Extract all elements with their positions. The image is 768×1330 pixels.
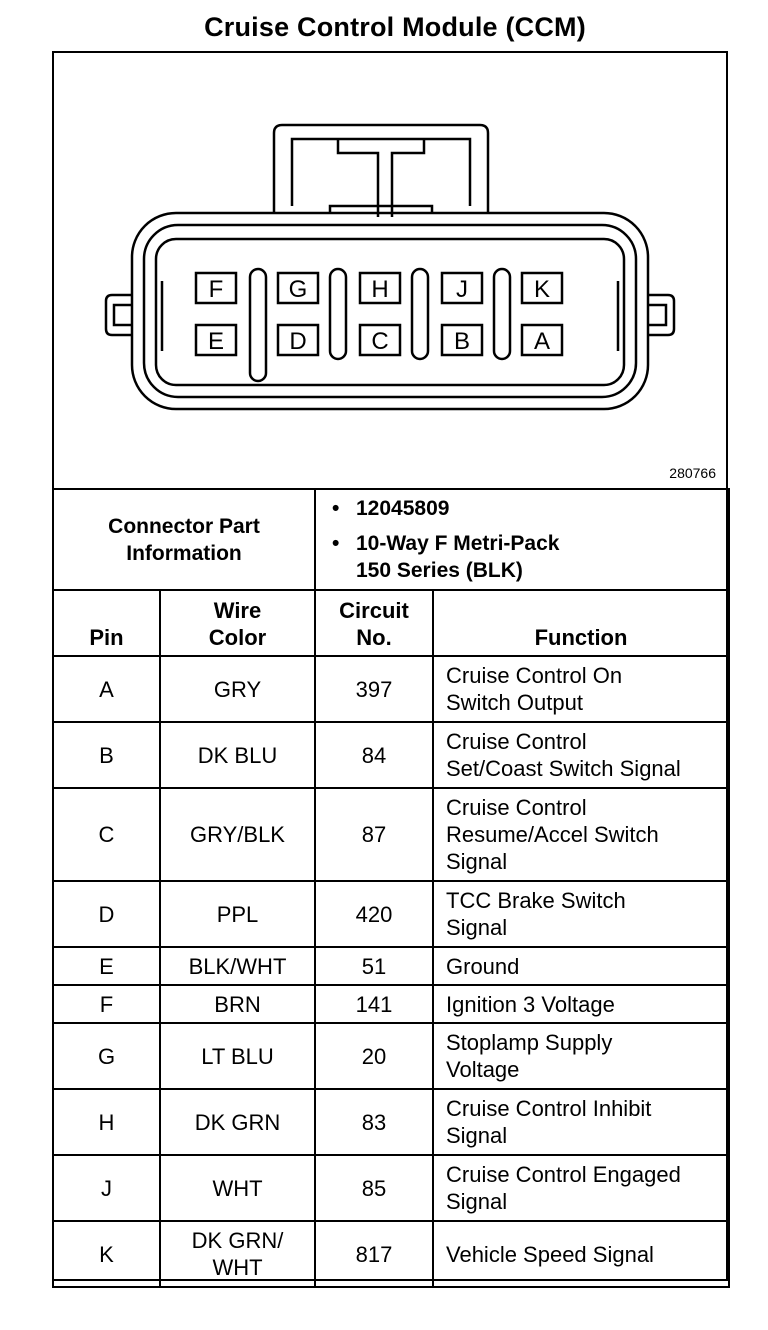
connector-diagram bbox=[52, 51, 728, 489]
table-row bbox=[53, 1155, 729, 1221]
function-cell: Ground bbox=[433, 947, 729, 985]
connector-face-drawing bbox=[52, 51, 728, 489]
circuit-cell: 397 bbox=[315, 656, 433, 722]
function-cell: Vehicle Speed Signal bbox=[433, 1221, 729, 1287]
connector-info-row bbox=[53, 489, 729, 590]
pin-cell: E bbox=[53, 947, 160, 985]
wire-color-cell: GRY bbox=[160, 656, 315, 722]
pin-cell: A bbox=[53, 656, 160, 722]
pin-label-A: A bbox=[533, 328, 551, 355]
wire-color-cell: PPL bbox=[160, 881, 315, 947]
pin-cell: K bbox=[53, 1221, 160, 1287]
wire-color-cell: DK GRN bbox=[160, 1089, 315, 1155]
pin-label-H: H bbox=[371, 276, 389, 303]
table-row bbox=[53, 722, 729, 788]
circuit-cell: 84 bbox=[315, 722, 433, 788]
page-title: Cruise Control Module (CCM) bbox=[204, 12, 586, 42]
pin-label-F: F bbox=[208, 276, 224, 303]
wire-color-cell: DK GRN/ WHT bbox=[160, 1221, 315, 1287]
table-row bbox=[53, 1089, 729, 1155]
pin-cell: F bbox=[53, 985, 160, 1023]
function-cell: Cruise Control Inhibit Signal bbox=[433, 1089, 729, 1155]
circuit-cell: 83 bbox=[315, 1089, 433, 1155]
circuit-cell: 20 bbox=[315, 1023, 433, 1089]
circuit-cell: 87 bbox=[315, 788, 433, 881]
circuit-cell: 51 bbox=[315, 947, 433, 985]
connector-info-label: Connector Part Information bbox=[53, 489, 315, 590]
function-cell: Cruise Control Set/Coast Switch Signal bbox=[433, 722, 729, 788]
table-row bbox=[53, 1023, 729, 1089]
header-function: Function bbox=[433, 590, 729, 656]
table-row bbox=[53, 788, 729, 881]
function-cell: Cruise Control Engaged Signal bbox=[433, 1155, 729, 1221]
part-number: • 12045809 bbox=[356, 495, 728, 522]
wire-color-cell: BRN bbox=[160, 985, 315, 1023]
connector-description: • 10-Way F Metri-Pack 150 Series (BLK) bbox=[356, 530, 728, 584]
header-wire-color: Wire Color bbox=[160, 590, 315, 656]
function-cell: Cruise Control Resume/Accel Switch Signal bbox=[433, 788, 729, 881]
pin-label-D: D bbox=[289, 328, 307, 355]
figure-number: 280766 bbox=[669, 465, 716, 481]
pin-label-G: G bbox=[288, 276, 308, 303]
function-cell: Stoplamp Supply Voltage bbox=[433, 1023, 729, 1089]
function-cell: Ignition 3 Voltage bbox=[433, 985, 729, 1023]
pin-label-C: C bbox=[371, 328, 389, 355]
pin-label-J: J bbox=[456, 276, 468, 303]
circuit-cell: 85 bbox=[315, 1155, 433, 1221]
function-cell: Cruise Control On Switch Output bbox=[433, 656, 729, 722]
wire-color-cell: WHT bbox=[160, 1155, 315, 1221]
table-row bbox=[53, 1221, 729, 1287]
pin-cell: G bbox=[53, 1023, 160, 1089]
pin-cell: C bbox=[53, 788, 160, 881]
pinout-table bbox=[52, 488, 730, 1288]
table-header-row bbox=[53, 590, 729, 656]
pin-label-E: E bbox=[207, 328, 225, 355]
wire-color-cell: DK BLU bbox=[160, 722, 315, 788]
table-row bbox=[53, 947, 729, 985]
function-cell: TCC Brake Switch Signal bbox=[433, 881, 729, 947]
circuit-cell: 141 bbox=[315, 985, 433, 1023]
pin-cell: H bbox=[53, 1089, 160, 1155]
pin-label-K: K bbox=[533, 276, 551, 303]
pin-cell: B bbox=[53, 722, 160, 788]
table-row bbox=[53, 881, 729, 947]
pin-label-B: B bbox=[453, 328, 471, 355]
pinout-rows bbox=[53, 656, 729, 1287]
header-pin: Pin bbox=[53, 590, 160, 656]
connector-info-values bbox=[315, 489, 729, 590]
wire-color-cell: LT BLU bbox=[160, 1023, 315, 1089]
pin-cell: D bbox=[53, 881, 160, 947]
table-row bbox=[53, 985, 729, 1023]
wire-color-cell: GRY/BLK bbox=[160, 788, 315, 881]
table-row bbox=[53, 656, 729, 722]
pin-cell: J bbox=[53, 1155, 160, 1221]
circuit-cell: 817 bbox=[315, 1221, 433, 1287]
header-circuit-no: Circuit No. bbox=[315, 590, 433, 656]
wire-color-cell: BLK/WHT bbox=[160, 947, 315, 985]
circuit-cell: 420 bbox=[315, 881, 433, 947]
